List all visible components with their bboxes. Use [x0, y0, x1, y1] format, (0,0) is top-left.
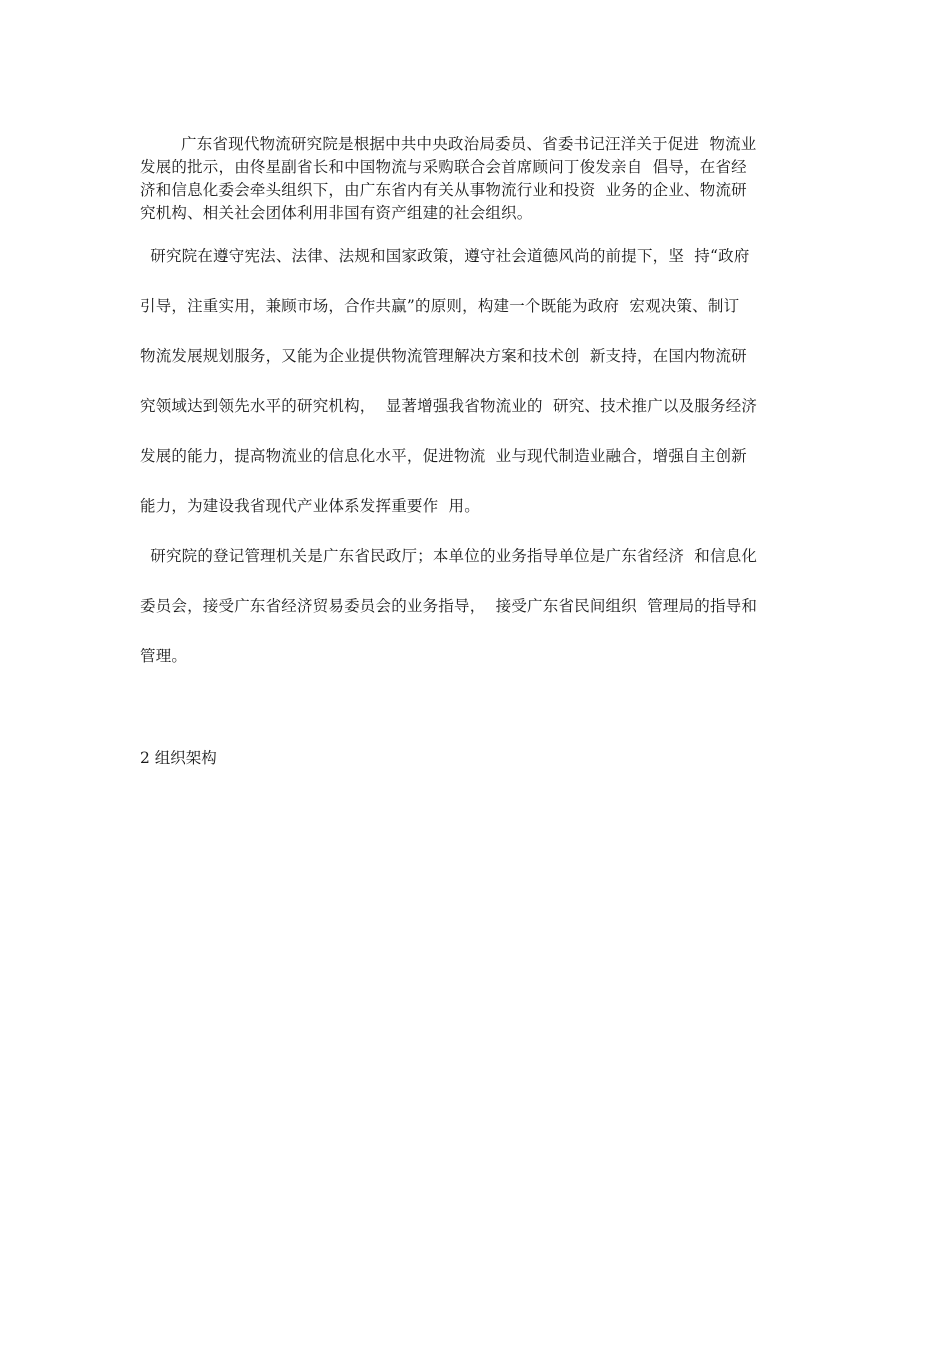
paragraph-2-line-5: 发展的能力，提高物流业的信息化水平，促进物流 业与现代制造业融合，增强自主创新 — [140, 447, 747, 465]
paragraph-3-line-2: 委员会，接受广东省经济贸易委员会的业务指导， 接受广东省民间组织 管理局的指导和 — [140, 597, 758, 615]
paragraph-1-line-2: 发展的批示，由佟星副省长和中国物流与采购联合会首席顾问丁俊发亲自 倡导，在省经 — [140, 158, 747, 176]
paragraph-1-line-4: 究机构、相关社会团体利用非国有资产组建的社会组织。 — [140, 204, 533, 222]
paragraph-3-line-3: 管理。 — [140, 647, 188, 665]
paragraph-2-line-1: 研究院在遵守宪法、法律、法规和国家政策，遵守社会道德风尚的前提下，坚 持“政府 — [140, 247, 750, 265]
paragraph-2-line-4: 究领域达到领先水平的研究机构， 显著增强我省物流业的 研究、技术推广以及服务经济 — [140, 397, 758, 415]
paragraph-2-line-6: 能力，为建设我省现代产业体系发挥重要作 用。 — [140, 497, 480, 515]
section-heading: 2 组织架构 — [140, 749, 217, 767]
paragraph-1-line-1: 广东省现代物流研究院是根据中共中央政治局委员、省委书记汪洋关于促进 物流业 — [140, 135, 757, 153]
paragraph-3-line-1: 研究院的登记管理机关是广东省民政厅；本单位的业务指导单位是广东省经济 和信息化 — [140, 547, 758, 565]
paragraph-1-line-3: 济和信息化委会牵头组织下，由广东省内有关从事物流行业和投资 业务的企业、物流研 — [140, 181, 747, 199]
paragraph-2-line-2: 引导，注重实用，兼顾市场，合作共赢”的原则，构建一个既能为政府 宏观决策、制订 — [140, 297, 740, 315]
paragraph-2-line-3: 物流发展规划服务，又能为企业提供物流管理解决方案和技术创 新支持，在国内物流研 — [140, 347, 747, 365]
